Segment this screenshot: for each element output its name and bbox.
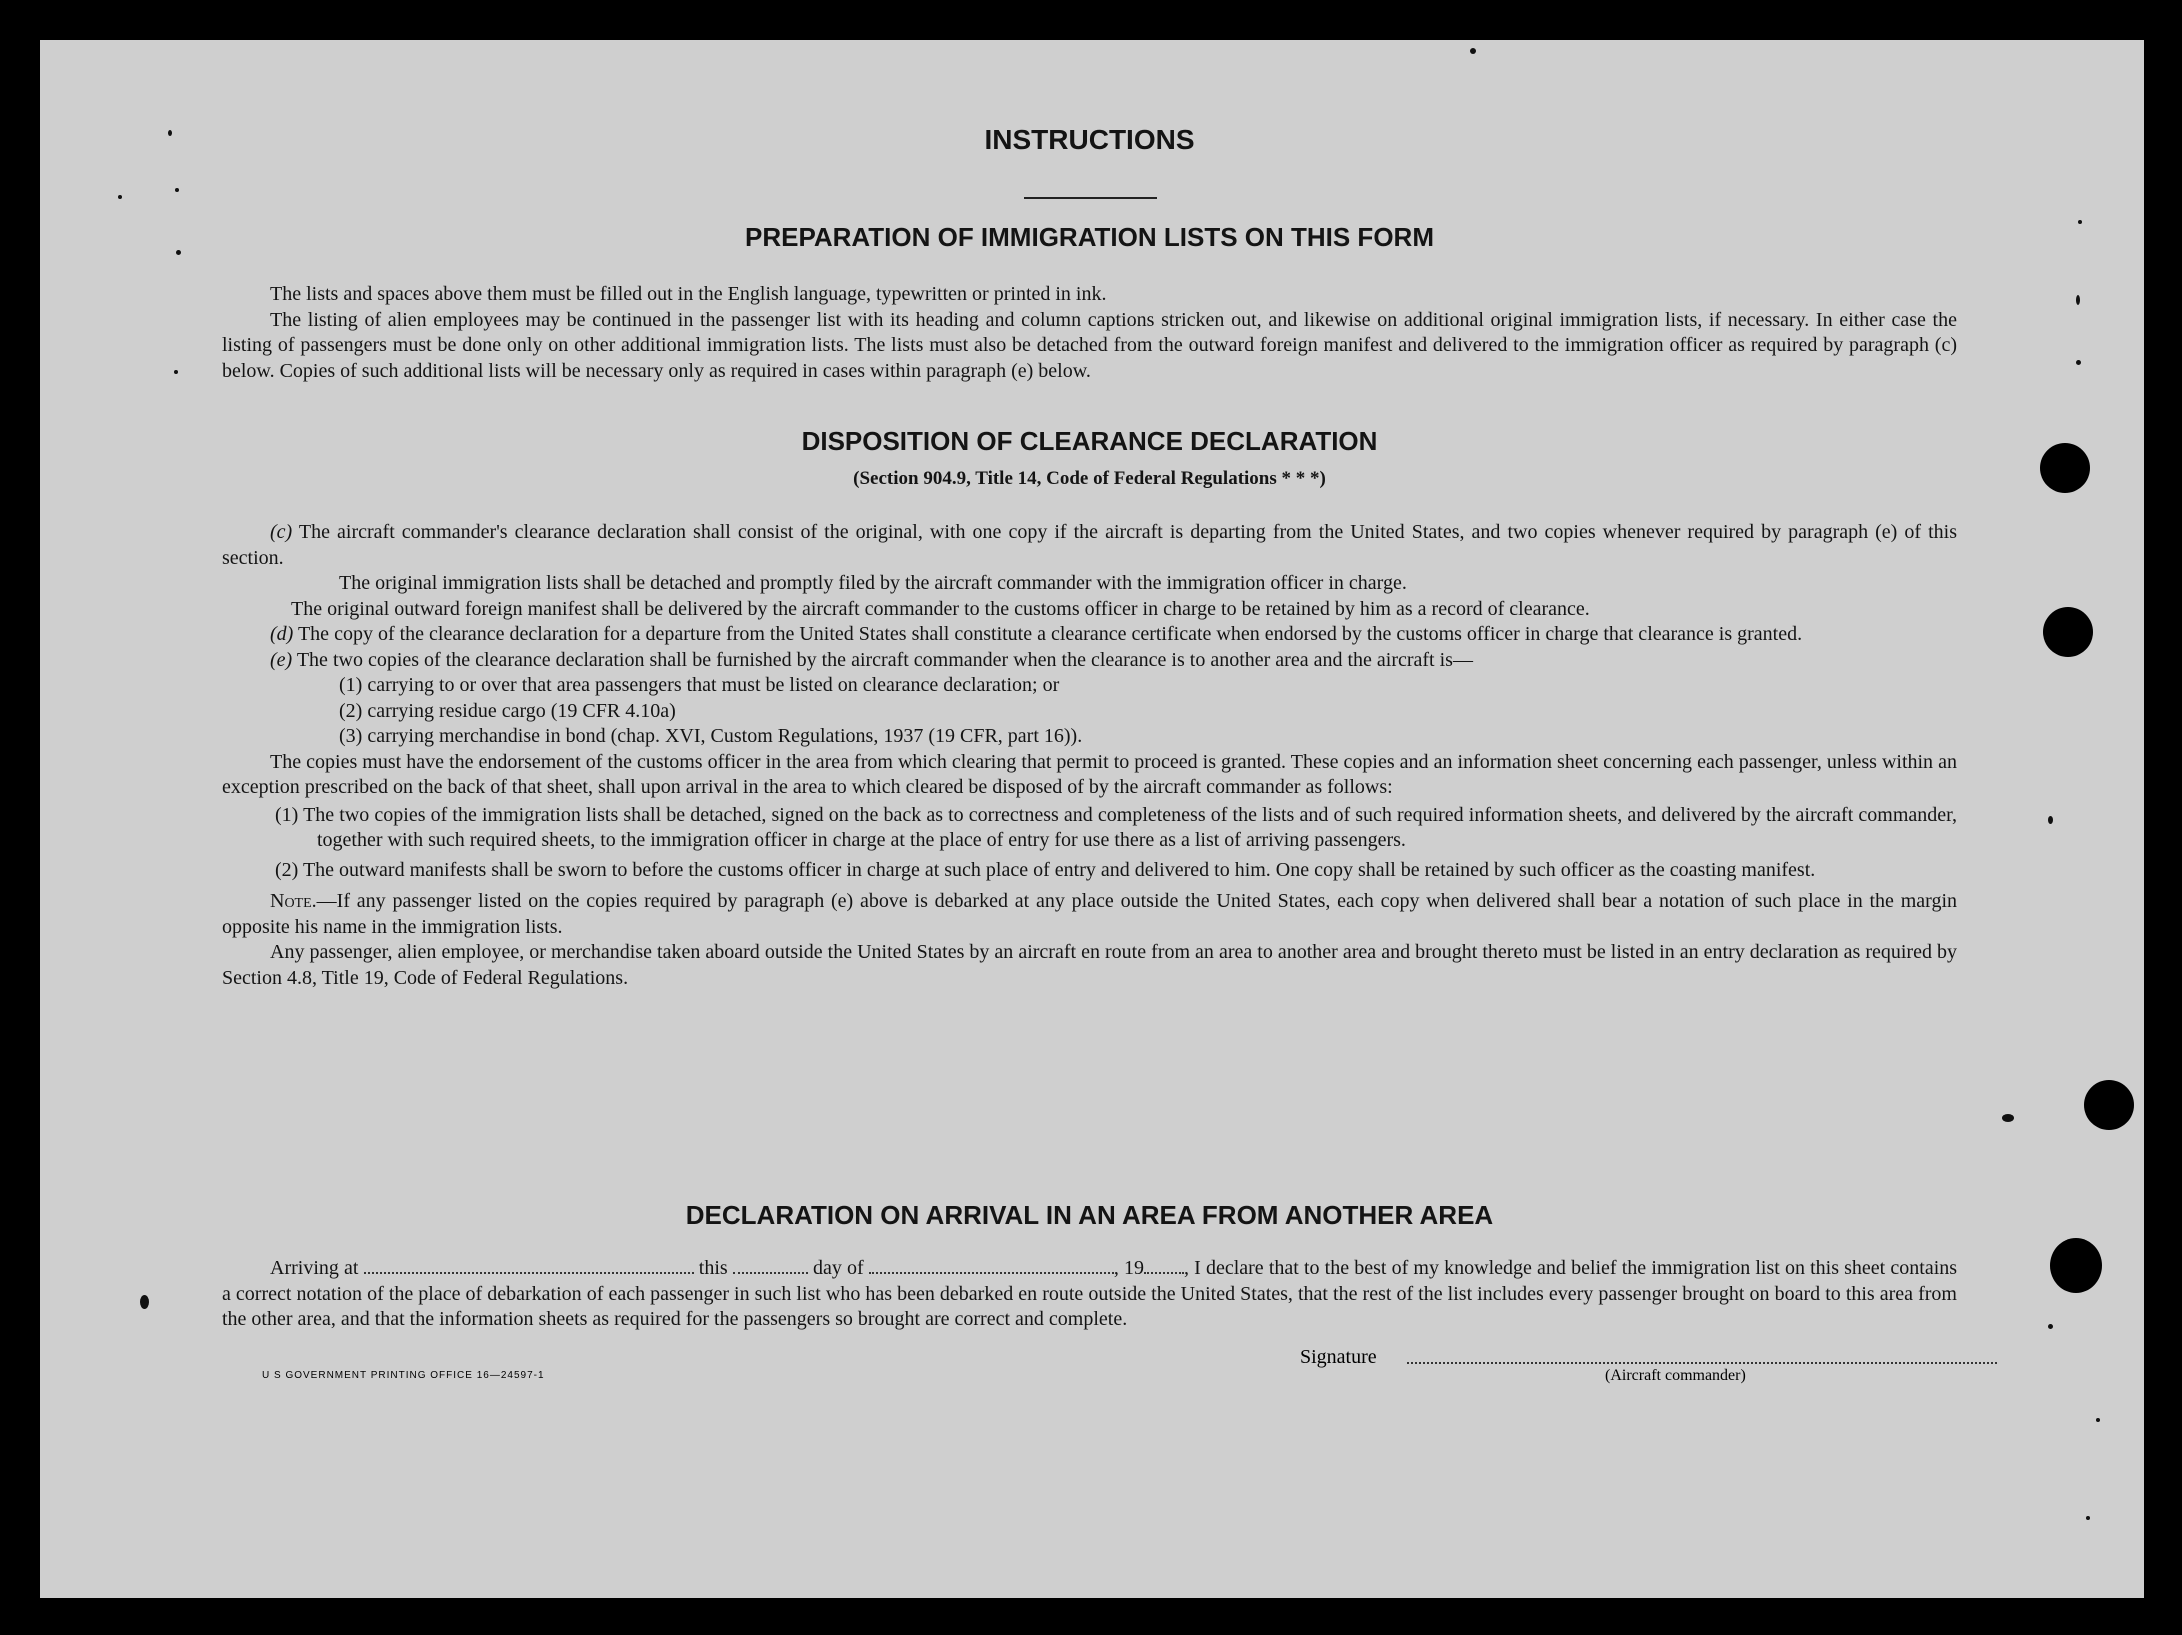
speck xyxy=(176,250,181,255)
month-field[interactable] xyxy=(869,1256,1114,1274)
speck xyxy=(2086,1516,2090,1520)
paragraph-e xyxy=(222,648,1957,674)
year-field[interactable] xyxy=(1144,1256,1184,1274)
punch-hole xyxy=(2043,607,2093,657)
speck xyxy=(1470,48,1476,54)
speck xyxy=(2048,1324,2053,1329)
note-label: Note. xyxy=(270,890,317,912)
paragraph-e-item-3: (3) carrying merchandise in bond (chap. XVI, Custom Regulations, 1937 (19 CFR, part 16)). xyxy=(339,725,1083,747)
gpo-imprint: U S GOVERNMENT PRINTING OFFICE 16—24597-1 xyxy=(262,1370,545,1381)
declaration-text-body: , I declare that to the best of my knowledge and belief the immigration list on this sheet contains a correct notation of the place of debarkation of each passenger in such list who has been debarked en route outside the United States, that the rest of the list includes every passenger brought on board to this area from the other area, and that the information sheets as required for the passengers so brought are correct and complete. xyxy=(222,1257,1958,1330)
this-label: this xyxy=(698,1257,728,1279)
paragraph-e-item-1: (1) carrying to or over that area passengers that must be listed on clearance declaration; or xyxy=(339,674,1060,696)
speck xyxy=(2096,1418,2100,1422)
speck xyxy=(2078,220,2082,224)
paragraph-e-label: (e) xyxy=(270,648,293,671)
speck xyxy=(140,1295,149,1309)
page-title: INSTRUCTIONS xyxy=(984,124,1195,155)
disposition-text xyxy=(222,520,1957,991)
note-paragraph xyxy=(222,889,1957,940)
follows-item-1: (1) The two copies of the immigration lists shall be detached, signed on the back as to correctness and completeness of the lists and of such required information sheets, and delivered by the aircraft commander, together with such required sheets, to the immigration officer in charge at the place of entry for use there as a list of arriving passengers. xyxy=(275,803,1957,851)
heading-disposition: DISPOSITION OF CLEARANCE DECLARATION xyxy=(801,426,1378,456)
punch-hole xyxy=(2050,1238,2102,1293)
paragraph-d-label: (d) xyxy=(270,623,294,645)
preparation-paragraph-1: The lists and spaces above them must be filled out in the English language, typewritten or printed in ink. xyxy=(270,283,1107,305)
signature-caption: (Aircraft commander) xyxy=(1605,1367,1746,1384)
heading-declaration: DECLARATION ON ARRIVAL IN AN AREA FROM ANOTHER AREA xyxy=(685,1200,1494,1230)
document-page xyxy=(40,40,2144,1598)
punch-hole xyxy=(2040,443,2090,493)
speck xyxy=(2076,360,2081,365)
signature-label: Signature xyxy=(1300,1346,1377,1368)
speck xyxy=(2002,1114,2014,1122)
speck xyxy=(168,130,172,136)
preparation-paragraph-2: The listing of alien employees may be continued in the passenger list with its heading and column captions stricken out, and likewise on additional original immigration lists, if necessary. In either case the listing of passengers must be done only on other additional immigration lists. The lists must also be detached from the outward foreign manifest and delivered to the immigration officer as required by paragraph (c) below. Copies of such additional lists will be necessary only as required in cases within paragraph (e) below. xyxy=(222,308,1957,382)
paragraph-d-text: The copy of the clearance declaration for a departure from the United States shall constitute a clearance certificate when endorsed by the customs officer in charge that clearance is granted. xyxy=(297,623,1803,645)
year-prefix-label: , 19 xyxy=(1113,1257,1144,1279)
note-text: —If any passenger listed on the copies required by paragraph (e) above is debarked at any place outside the United States, each copy when delivered shall bear a notation of such place in the margin opposite his name in the immigration lists. xyxy=(222,890,1957,938)
speck xyxy=(118,195,122,199)
preparation-text xyxy=(222,282,1957,384)
any-passenger-paragraph: Any passenger, alien employee, or merchandise taken aboard outside the United States by an aircraft en route from an area to another area and brought thereto must be listed in an entry declaration as required by Section 4.8, Title 19, Code of Federal Regulations. xyxy=(222,941,1957,989)
speck xyxy=(175,188,179,192)
bleed-through-text xyxy=(790,164,798,198)
day-field[interactable] xyxy=(733,1256,808,1274)
day-of-label: day of xyxy=(813,1257,864,1279)
paragraph-c-text: The aircraft commander's clearance declaration shall consist of the original, with one copy if the aircraft is departing from the United States, and two copies whenever required by paragraph (e) of this section. xyxy=(222,521,1957,569)
paragraph-c-sub-2: The original outward foreign manifest shall be delivered by the aircraft commander to the customs officer in charge to be retained by him as a record of clearance. xyxy=(291,597,1590,620)
declaration-paragraph xyxy=(222,1256,1957,1333)
paragraph-d xyxy=(222,622,1957,648)
speck xyxy=(2048,816,2053,824)
declaration-text xyxy=(222,1256,1957,1333)
disposition-subheading: (Section 904.9, Title 14, Code of Federal Regulations * * *) xyxy=(853,468,1326,489)
punch-hole xyxy=(2084,1080,2134,1130)
paragraph-c-sub-1: The original immigration lists shall be detached and promptly filed by the aircraft commander with the immigration officer in charge. xyxy=(339,572,1407,594)
paragraph-e-item-2: (2) carrying residue cargo (19 CFR 4.10a) xyxy=(339,699,676,722)
copies-paragraph: The copies must have the endorsement of the customs officer in the area from which clearing that permit to proceed is granted. These copies and an information sheet concerning each passenger, unless within an exception prescribed on the back of that sheet, shall upon arrival in the area to which cleared be disposed of by the aircraft commander as follows: xyxy=(222,750,1957,798)
paragraph-c xyxy=(222,520,1957,571)
title-underline xyxy=(1024,197,1157,199)
paragraph-c-label: (c) xyxy=(270,521,293,543)
arriving-at-field[interactable] xyxy=(364,1256,694,1274)
paragraph-e-text: The two copies of the clearance declaration shall be furnished by the aircraft commander when the clearance is to another area and the aircraft is— xyxy=(296,648,1473,671)
signature-field[interactable] xyxy=(1407,1362,1997,1364)
heading-preparation: PREPARATION OF IMMIGRATION LISTS ON THIS FORM xyxy=(745,222,1434,252)
speck xyxy=(2076,295,2080,305)
speck xyxy=(174,370,178,374)
follows-item-2: (2) The outward manifests shall be sworn to before the customs officer in charge at such place of entry and delivered to him. One copy shall be retained by such officer as the coasting manifest. xyxy=(275,858,1816,881)
arriving-at-label: Arriving at xyxy=(270,1257,359,1279)
